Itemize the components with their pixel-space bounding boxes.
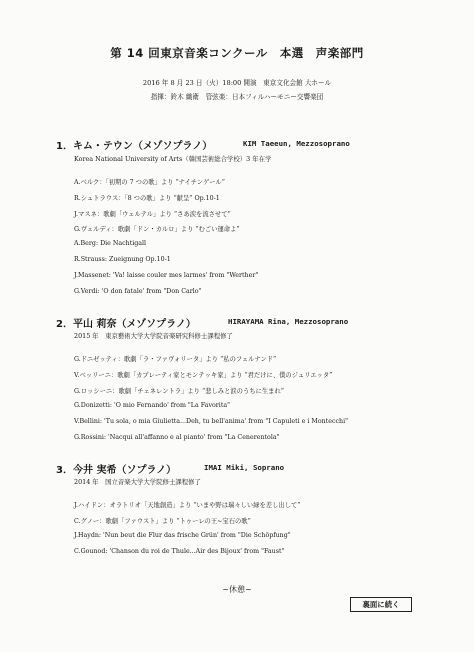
performer-1-name: 1．キム・テウン（メゾソプラノ） [56, 141, 213, 152]
performer-3-song: C.グノー：歌劇「ファウスト」より “トゥーレの王~宝石の歌” [74, 518, 251, 525]
performer-1-song: A.ベルク：「初期の 7 つの歌」より “ナイチンゲール” [74, 179, 225, 186]
performer-2-song: G.Rossini: 'Nacqui all'affanno e al pianto' from "La Cenerentola" [74, 434, 280, 441]
performer-3-song: J.Haydn: 'Nun beut die Flur das frische Grün' from "Die Schöpfung" [74, 532, 291, 539]
continue-overleaf-box: 裏面に続く [350, 597, 412, 612]
performer-3-name: 3．今井 実希（ソプラノ） [56, 465, 177, 476]
program-title: 第 14 回東京音楽コンクール 本選 声楽部門 [110, 46, 364, 60]
performer-1-song: G.ヴェルディ：歌劇「ドン・カルロ」より “むごい運命よ” [74, 226, 240, 233]
performer-2-song: G.Donizetti: 'O mio Fernando' from "La Favorita" [74, 402, 230, 409]
performer-2-name: 2．平山 莉奈（メゾソプラノ） [56, 319, 196, 330]
performer-1-song: R.シュトラウス：「8 つの歌」より “献呈” Op.10-1 [74, 195, 220, 202]
performer-2-affiliation: 2015 年 東京藝術大学大学院音楽研究科修士課程修了 [74, 332, 233, 340]
performer-1-roman: KIM Taeeun, Mezzosoprano [243, 139, 350, 148]
performer-3-roman: IMAI Miki, Soprano [204, 463, 285, 472]
performer-1-song: A.Berg: Die Nachtigall [74, 240, 147, 247]
performer-1-affiliation: Korea National University of Arts（韓国芸術総合学校）3 年在学 [74, 155, 272, 163]
performer-1-song: R.Strauss: Zueignung Op.10-1 [74, 256, 171, 263]
performer-1-song: G.Verdi: 'O don fatale' from "Don Carlo" [74, 288, 202, 295]
performer-3-song: C.Gounod: 'Chanson du roi de Thule...Air des Bijoux' from "Faust" [74, 548, 285, 555]
performer-2-song: V.ベッリーニ：歌劇「カプレーティ家とモンテッキ家」より “君だけに、僕のジュリエッタ” [74, 372, 333, 379]
performer-2-song: G.ドニゼッティ：歌劇「ラ・ファヴォリータ」より “私のフェルナンド” [74, 356, 277, 363]
intermission-label: ~休憩~ [222, 585, 252, 594]
date-venue: 2016 年 8 月 23 日（火）18:00 開演 東京文化会館 大ホール [142, 79, 332, 87]
performer-2-song: V.Bellini: 'Tu sola, o mia Giulietta...Deh, tu bell'anima' from "I Capuleti e i Montecchi" [74, 418, 348, 425]
performer-2-song: G.ロッシーニ：歌劇「チェネレントラ」より “悲しみと涙のうちに生まれ” [74, 388, 284, 395]
performer-3-song: J.ハイドン：オラトリオ「天地創造」より “いまや野は瑞々しい緑を差し出して” [74, 502, 301, 509]
conductor-orchestra: 指揮：鈴木 織衛 管弦楽：日本フィルハーモニー交響楽団 [150, 93, 324, 101]
performer-1-song: J.Massenet: 'Va! laisse couler mes larmes' from "Werther" [74, 272, 259, 279]
performer-1-song: J.マスネ：歌劇「ウェルテル」より “さあ涙を流させて” [74, 211, 231, 218]
performer-2-roman: HIRAYAMA Rina, Mezzosoprano [228, 317, 349, 326]
performer-3-affiliation: 2014 年 国立音楽大学大学院修士課程修了 [74, 478, 201, 486]
